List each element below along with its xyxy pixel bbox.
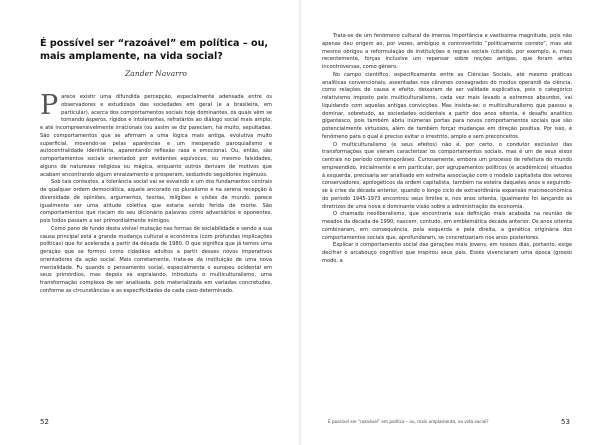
- left-body-text: [40, 94, 272, 416]
- page-number: 53: [561, 418, 570, 426]
- paragraph: Trata-se de um fenômeno cultural de imensa importância e vastíssima magnitude, pois não apenas deu origem ao, por vezes, ambíguo e controvertido “politicamente correto”, mas até mesmo obrigou a reformulação de instituições e regras sociais (citando, por exemplo, e, mais recentemente, forças inclusive um repensar sobre noções antigas, que foram antes incontroversas, como gênero.: [322, 33, 572, 70]
- paragraph: Explicar o comportamento social das gerações mais jovens, em nossos dias, portanto, exige decifrar o arcabouço cognitivo que inspirou seus pais. Esses vivenciaram uma época (grosso modo, a: [322, 242, 572, 264]
- right-page: [300, 0, 600, 445]
- running-footer: É possível ser “razoável” em política – ou, mais amplamente, na vida social?: [328, 419, 489, 424]
- drop-cap: P: [40, 94, 59, 121]
- paragraph: O chamado neoliberalismo, que encontraria sua definição mais acabada na reunião de meados da década de 1990, nascem, contudo, em emblemática década anterior. Os anos oitenta combinaram, em consequência, pela esquerda e pela direita, a genética originária dos comportamentos sociais que, aprofundaram, se concretizariam nos anos posteriores.: [322, 211, 572, 241]
- paragraph: [40, 94, 272, 179]
- article-author: Zander Navarro: [125, 69, 187, 78]
- page-number: 52: [40, 418, 49, 426]
- right-body-text: [322, 33, 572, 416]
- paragraph: Como pano de fundo desta visível mutação nas formas de sociabilidade e sendo a sua causa principal está a grande mudança cultural e econômica (com profundas implicações políticas) que foi acelerada a partir da década de 1980. O que significa que já temos uma geração que se formou como cidadãos adultos a partir desses novos imperativos orientadores da ação social. Mais corretamente, trata-se da instituição de uma nova mentalidade. Fu quando o pensamento social, especialmente o europeu ocidental em seus primórdios, mas depois se espraiando, introduziu o multiculturalismo, uma transformação complexa de ser analisada, pois materializada em variadas concretudes, conforme as circunstâncias e as especificidades de cada caso determinado.: [40, 225, 272, 294]
- paragraph: O multiculturalismo (e seus efeitos) não é, por certo, o condutor exclusivo das transformações que vieram caracterizar os comportamentos sociais, mas é um de seus eixos centrais no período contemporâneo. Curiosamente, embora um processo de refeitura do mundo empreendido, inicialmente e em particular, por agrupamentos políticos (e acadêmicos) situados à esquerda, precisaria ser analisado em estreita associação com o modelo capitalista dos setores conservadores, apologéticos da ordem capitalista, também na esteira daqueles anos e seguindo-se à crise da década anterior, quando o longo ciclo de extraordinária expansão macroeconômica do período 1945-1973 encontrou seus limites e, nos anos oitenta, igualmente foi lançando as diretrizes de uma nova e dominante visão sobre a administração da economia.: [322, 141, 572, 210]
- paragraph: No campo científico, especificamente entre as Ciências Sociais, até mesmo práticas analíticas convencionais, assentadas nos cânones consagrados do modus operandi da ciência, como relações de causa e efeito, deixaram de ser validade explicativa, pois o categórico relativismo imposto pelo multiculturalismo, cada vez mais levado a extremos absurdos, vai liquidando com aquelas antigas convicções. Mas insista-se: o multiculturalismo que passou a dominar, sobretudo, as sociedades ocidentais a partir dos anos oitenta, é desafio analítico gigantesco, pois também abriu inúmeras portas para novos comportamentos sociais que são potencialmente virtuosos, além de também forçar mudanças em direção positiva. Por isso, é fenômeno para o qual é preciso evitar o irrestrito, amplo e sem preconceitos.: [322, 71, 572, 140]
- paragraph: Sob tais contextos, a tolerância social vai se esvaindo e um dos fundamentos centrais de qualquer ordem democrática, aquele ancorado no pluralismo e na serena recepção à diversidade de opiniões, argumentos, teorias, religiões e visões de mundo, parece igualmente ser uma atitude coletiva que estaria sendo ferida de morte. São comportamentos que riscam do seu dicionário palavras como adversários e oponentes, pois todos passam a ser primordialmente inimigos.: [40, 179, 272, 224]
- paragraph-text: arece existir uma difundida percepção, especialmente adensada entre os observadores e estudiosos das sociedades em geral (e a brasileira, em particular), acerca dos comportamentos sociais hoje dominantes, os quais vêm se tornando ásperos, rígidos e intolerantes, refratários ao diálogo social mais amplo, e até incompreensivelmente irracionais (ou assim se diz pareciam, há muito, sepultadas. São comportamentos que se afirmam a uma lógica mais antiga, evolutiva muito superficial, movendo-se pelas aparências e um inesperado paroquialismo e autocentralidade identitária, aparentando reflexão rasa e emocional. Ou, então, são comportamentos sociais orientados por evidentes equívocos, ou mesmo falsidades, alguns de naturezas religiosa ou mágica, enquanto outros derivam de motivos que acabam encontrando algum enraizamento e prosperam, seduzindo seguidores ingênuos.: [40, 94, 272, 178]
- article-title: É possível ser “razoável” em política – ou, mais amplamente, na vida social?: [40, 38, 269, 62]
